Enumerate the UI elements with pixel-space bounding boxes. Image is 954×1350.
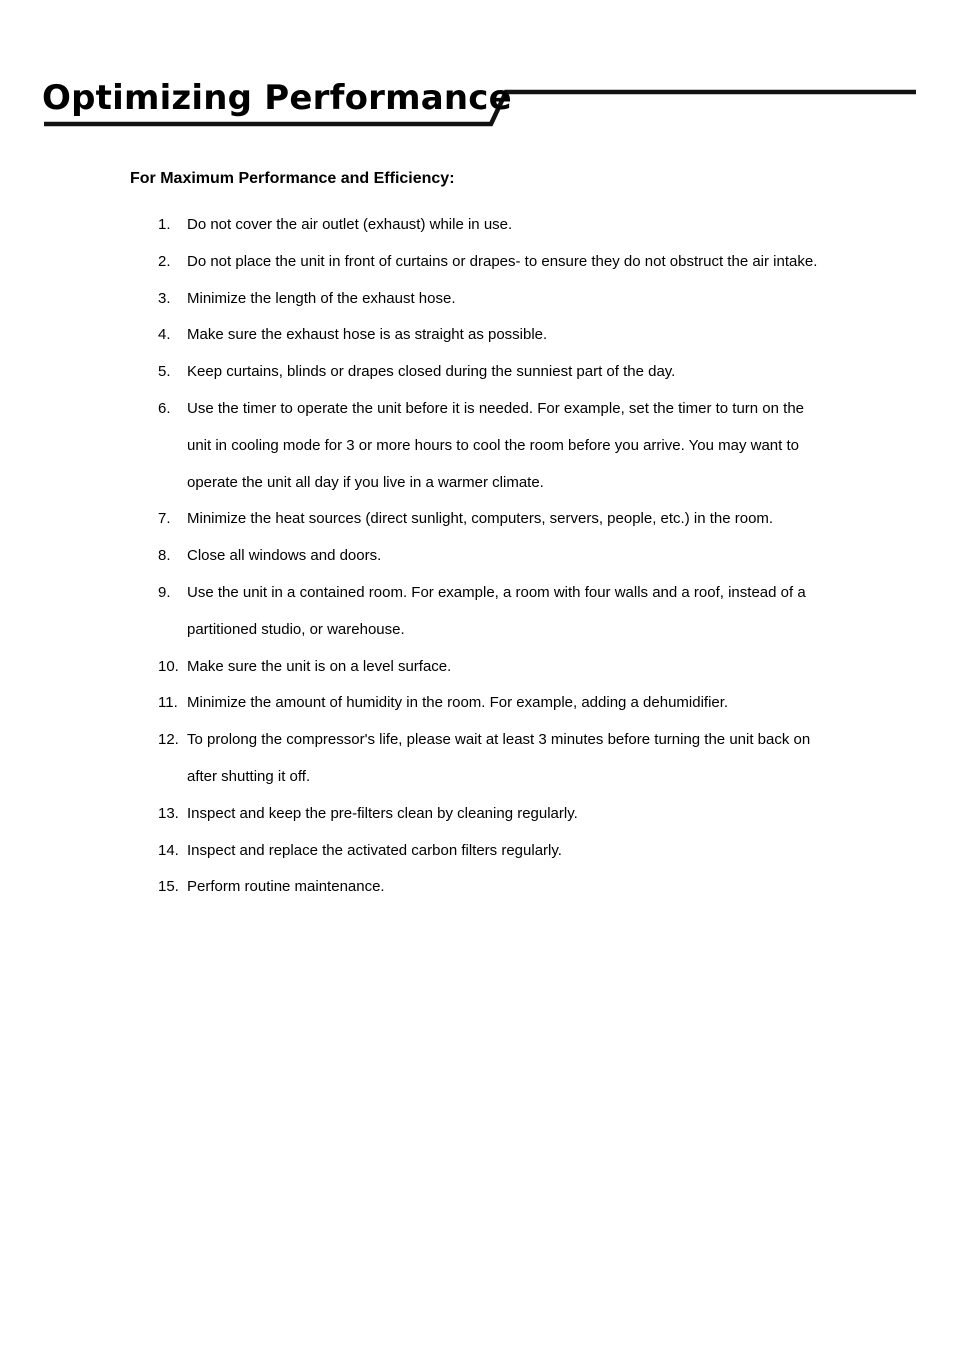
tip-item <box>130 538 830 575</box>
tip-text: Minimize the heat sources (direct sunlight, computers, servers, people, etc.) in the room. <box>187 510 774 528</box>
tip-number: 6. <box>158 399 171 417</box>
tip-number: 5. <box>158 363 171 381</box>
tip-number: 12. <box>158 731 179 749</box>
tip-item <box>130 796 830 833</box>
tip-item <box>130 281 830 318</box>
tip-number: 4. <box>158 326 171 344</box>
tip-text: Minimize the length of the exhaust hose. <box>187 289 456 307</box>
tip-item <box>130 685 830 722</box>
tip-number: 11. <box>158 694 178 712</box>
page-header <box>0 0 954 140</box>
tip-text: To prolong the compressor's life, please wait at least 3 minutes before turning the unit back on after shutting it off. <box>187 731 811 785</box>
tip-text: Make sure the unit is on a level surface. <box>187 657 452 675</box>
tip-item <box>130 207 830 244</box>
tip-text: Do not place the unit in front of curtains or drapes- to ensure they do not obstruct the air intake. <box>187 252 818 270</box>
tip-text: Close all windows and doors. <box>187 547 382 565</box>
tip-text: Do not cover the air outlet (exhaust) while in use. <box>187 216 513 233</box>
tip-number: 9. <box>158 583 171 601</box>
tip-number: 8. <box>158 547 171 565</box>
tip-text: Inspect and keep the pre-filters clean by cleaning regularly. <box>187 804 578 822</box>
tip-text: Perform routine maintenance. <box>187 878 385 896</box>
tip-item <box>130 354 830 391</box>
tip-item <box>130 833 830 870</box>
tip-item <box>130 649 830 686</box>
main-content <box>130 168 830 906</box>
tip-number: 7. <box>158 510 171 528</box>
tip-number: 14. <box>158 841 179 859</box>
tip-item <box>130 869 830 906</box>
tip-number: 13. <box>158 804 179 822</box>
tip-number: 2. <box>158 252 171 270</box>
tip-text: Use the timer to operate the unit before it is needed. For example, set the timer to turn on the unit in cooling mode for 3 or more hours to cool the room before you arrive. You may want to operate the unit all day if you live in a warmer climate. <box>187 399 804 491</box>
tip-item <box>130 244 830 281</box>
tip-number: 3. <box>158 289 171 307</box>
tips-list <box>130 207 830 906</box>
tip-item <box>130 317 830 354</box>
tip-number: 10. <box>158 657 179 675</box>
tip-text: Minimize the amount of humidity in the room. For example, adding a dehumidifier. <box>187 694 729 712</box>
tip-item <box>130 575 830 649</box>
tip-text: Make sure the exhaust hose is as straight as possible. <box>187 326 548 344</box>
tip-number: 1. <box>158 216 171 233</box>
tip-text: Inspect and replace the activated carbon filters regularly. <box>187 841 562 859</box>
tip-item <box>130 391 830 501</box>
tip-text: Keep curtains, blinds or drapes closed during the sunniest part of the day. <box>187 363 676 381</box>
tip-number: 15. <box>158 878 179 896</box>
page-title: Optimizing Performance <box>42 78 512 118</box>
tip-item <box>130 722 830 796</box>
tip-text: Use the unit in a contained room. For example, a room with four walls and a roof, instead of a partitioned studio, or warehouse. <box>187 583 806 638</box>
tip-item <box>130 501 830 538</box>
section-heading: For Maximum Performance and Efficiency: <box>130 170 455 187</box>
